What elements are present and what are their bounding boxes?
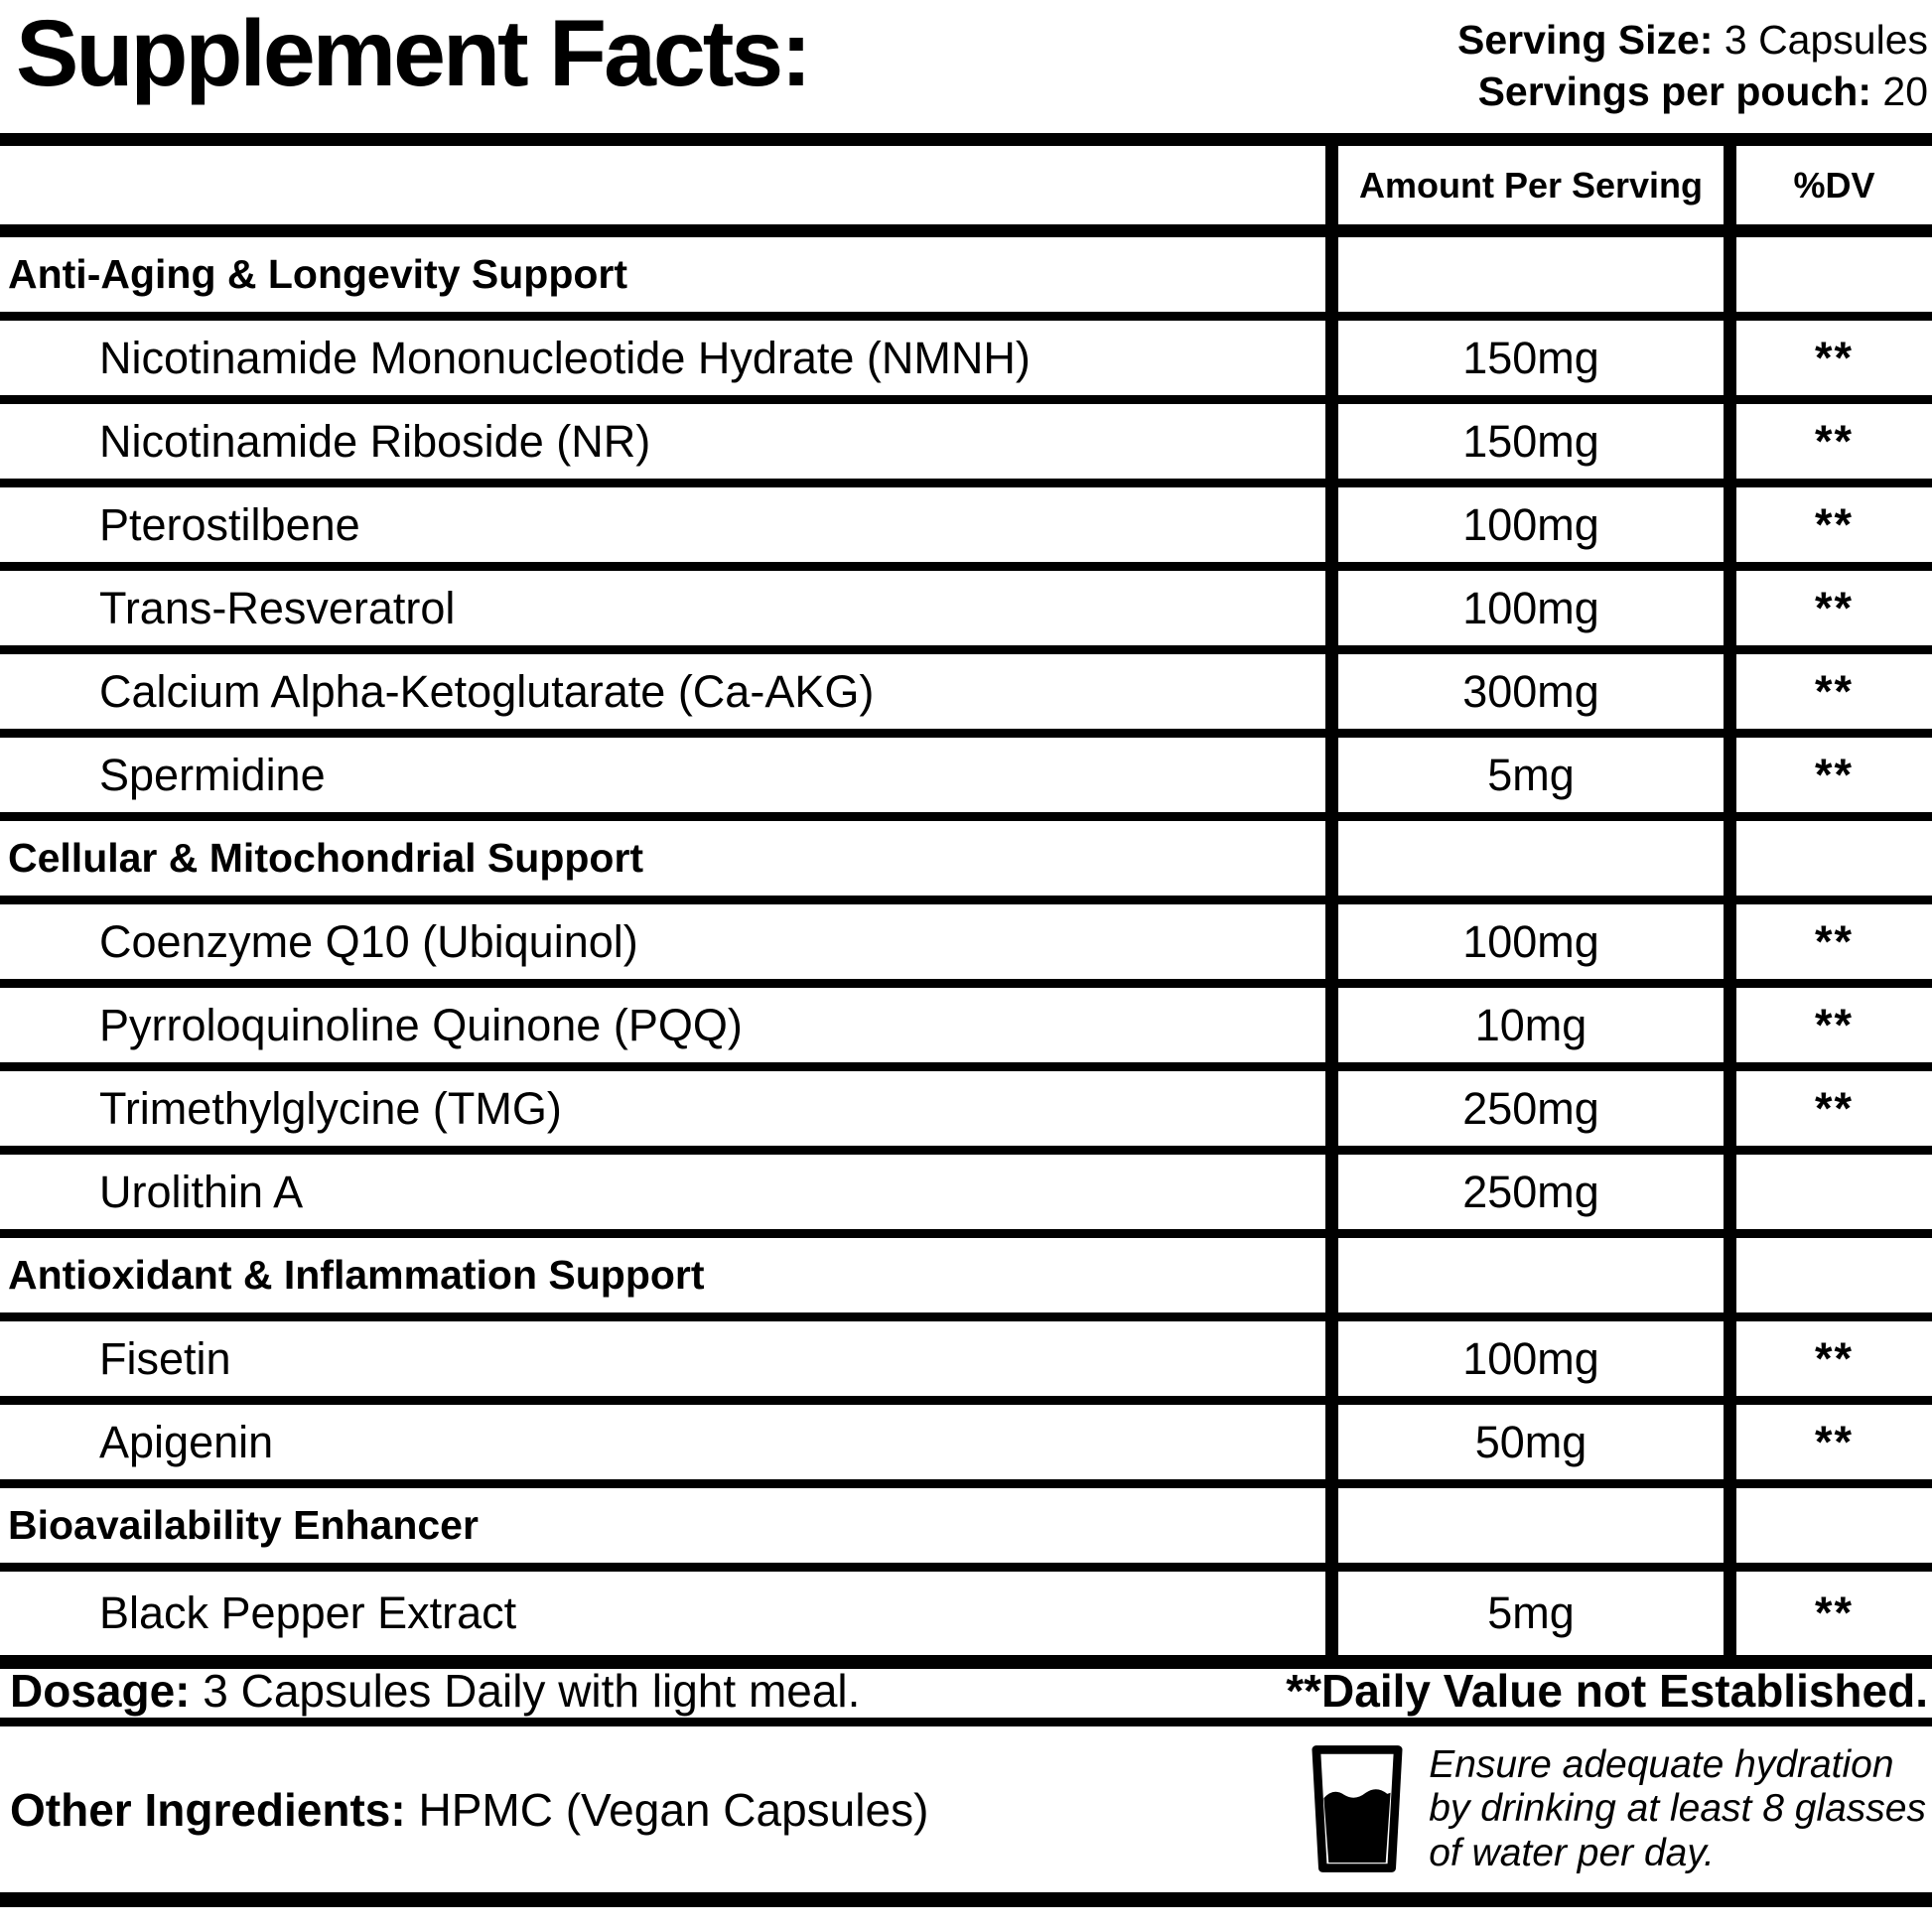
dv-asterisks: **: [1814, 415, 1855, 467]
dv-cell: [1724, 654, 1932, 729]
dv-column-header: %DV: [1724, 146, 1932, 224]
dv-cell: [1724, 1321, 1932, 1396]
ingredient-row: [0, 487, 1932, 571]
other-ingredients-label: Other Ingredients:: [10, 1783, 406, 1836]
ingredient-name: Pyrroloquinoline Quinone (PQQ): [99, 999, 743, 1050]
ingredient-row: [0, 1071, 1932, 1155]
dv-cell: [1724, 1488, 1932, 1563]
serving-size-label: Serving Size:: [1456, 17, 1714, 63]
ingredient-row: [0, 1405, 1932, 1488]
dv-asterisks: **: [1814, 332, 1855, 383]
dv-cell: [1724, 237, 1932, 312]
dv-cell: [1724, 821, 1932, 896]
amount-per-serving-cell: 50mg: [1325, 1405, 1724, 1479]
hydration-text-line: by drinking at least 8 glasses: [1429, 1787, 1926, 1831]
amount-per-serving-cell: 100mg: [1325, 1321, 1724, 1396]
section-row: [0, 821, 1932, 904]
dv-cell: [1724, 1238, 1932, 1312]
amount-column-header: Amount Per Serving: [1325, 146, 1724, 224]
ingredient-name: Pterostilbene: [99, 498, 360, 550]
ingredient-name: Nicotinamide Mononucleotide Hydrate (NMNH): [99, 332, 1031, 383]
ingredient-name: Urolithin A: [99, 1166, 304, 1217]
dosage-value: 3 Capsules Daily with light meal.: [203, 1664, 861, 1717]
dv-cell: [1724, 487, 1932, 562]
dv-cell: [1724, 1155, 1932, 1229]
dosage-label: Dosage:: [10, 1664, 191, 1717]
dv-asterisks: **: [1814, 999, 1855, 1050]
ingredient-row: [0, 1321, 1932, 1405]
other-ingredients-bar: [0, 1726, 1932, 1907]
table-header-row: [0, 146, 1932, 237]
ingredient-row: [0, 738, 1932, 821]
dv-asterisks: **: [1814, 582, 1855, 633]
section-row: [0, 237, 1932, 321]
serving-size-line: [1457, 14, 1928, 66]
ingredient-name: Nicotinamide Riboside (NR): [99, 415, 651, 467]
dv-asterisks: **: [1814, 665, 1855, 717]
amount-per-serving-cell: [1325, 1488, 1724, 1563]
servings-per-pouch-line: [1457, 66, 1928, 117]
water-glass-icon: [1306, 1744, 1409, 1873]
ingredient-row: [0, 904, 1932, 988]
amount-per-serving-cell: [1325, 1238, 1724, 1312]
dv-asterisks: **: [1814, 915, 1855, 967]
dv-cell: [1724, 738, 1932, 812]
dv-cell: [1724, 321, 1932, 395]
section-title: Cellular & Mitochondrial Support: [8, 835, 644, 881]
other-ingredients-line: [10, 1783, 928, 1837]
amount-per-serving-cell: 100mg: [1325, 904, 1724, 979]
amount-per-serving-cell: 250mg: [1325, 1071, 1724, 1146]
supplement-table: [0, 133, 1932, 1669]
section-row: [0, 1488, 1932, 1572]
amount-per-serving-cell: 250mg: [1325, 1155, 1724, 1229]
ingredient-name: Calcium Alpha-Ketoglutarate (Ca-AKG): [99, 665, 875, 717]
dv-cell: [1724, 904, 1932, 979]
dv-asterisks: **: [1814, 1332, 1855, 1384]
ingredient-row: [0, 404, 1932, 487]
dosage-line: [10, 1664, 860, 1718]
ingredient-name: Fisetin: [99, 1332, 231, 1384]
section-title: Antioxidant & Inflammation Support: [8, 1252, 705, 1298]
ingredient-name: Spermidine: [99, 749, 326, 800]
hydration-note: [1306, 1743, 1926, 1875]
serving-info: [1457, 8, 1928, 118]
daily-value-note: **Daily Value not Established.: [1286, 1664, 1928, 1717]
dv-asterisks: **: [1814, 749, 1855, 800]
dv-asterisks: **: [1814, 1587, 1855, 1638]
dv-cell: [1724, 1405, 1932, 1479]
hydration-text-line: of water per day.: [1429, 1831, 1715, 1874]
dv-asterisks: **: [1814, 498, 1855, 550]
amount-per-serving-cell: 10mg: [1325, 988, 1724, 1062]
ingredient-column-header: [0, 146, 1325, 224]
servings-per-pouch-value: 20: [1882, 69, 1928, 115]
dv-cell: [1724, 404, 1932, 479]
section-row: [0, 1238, 1932, 1321]
dv-asterisks: **: [1814, 1082, 1855, 1134]
dosage-bar: [0, 1664, 1932, 1726]
ingredient-name: Apigenin: [99, 1416, 274, 1467]
ingredient-row: [0, 988, 1932, 1071]
amount-per-serving-cell: 100mg: [1325, 487, 1724, 562]
serving-size-value: 3 Capsules: [1724, 17, 1928, 63]
ingredient-row: [0, 654, 1932, 738]
servings-per-pouch-label: Servings per pouch:: [1477, 69, 1871, 115]
ingredient-row: [0, 1155, 1932, 1238]
amount-per-serving-cell: 150mg: [1325, 404, 1724, 479]
hydration-text: [1429, 1743, 1926, 1875]
dv-cell: [1724, 1572, 1932, 1655]
amount-per-serving-cell: 5mg: [1325, 1572, 1724, 1655]
section-title: Anti-Aging & Longevity Support: [8, 251, 628, 297]
amount-per-serving-cell: [1325, 237, 1724, 312]
ingredient-row: [0, 1572, 1932, 1655]
ingredient-name: Trimethylglycine (TMG): [99, 1082, 562, 1134]
dv-asterisks: **: [1814, 1416, 1855, 1467]
ingredient-name: Coenzyme Q10 (Ubiquinol): [99, 915, 638, 967]
ingredient-row: [0, 571, 1932, 654]
amount-per-serving-cell: 300mg: [1325, 654, 1724, 729]
section-title: Bioavailability Enhancer: [8, 1502, 479, 1548]
ingredient-name: Trans-Resveratrol: [99, 582, 456, 633]
page-title: Supplement Facts:: [16, 1, 809, 106]
table-rows: [0, 237, 1932, 1655]
hydration-text-line: Ensure adequate hydration: [1429, 1742, 1894, 1786]
amount-per-serving-cell: 5mg: [1325, 738, 1724, 812]
ingredient-name: Black Pepper Extract: [99, 1587, 517, 1638]
ingredient-row: [0, 321, 1932, 404]
amount-per-serving-cell: 100mg: [1325, 571, 1724, 645]
amount-per-serving-cell: [1325, 821, 1724, 896]
dv-cell: [1724, 1071, 1932, 1146]
dv-cell: [1724, 988, 1932, 1062]
masthead: [0, 0, 1932, 133]
other-ingredients-value: HPMC (Vegan Capsules): [418, 1783, 929, 1836]
amount-per-serving-cell: 150mg: [1325, 321, 1724, 395]
dv-cell: [1724, 571, 1932, 645]
